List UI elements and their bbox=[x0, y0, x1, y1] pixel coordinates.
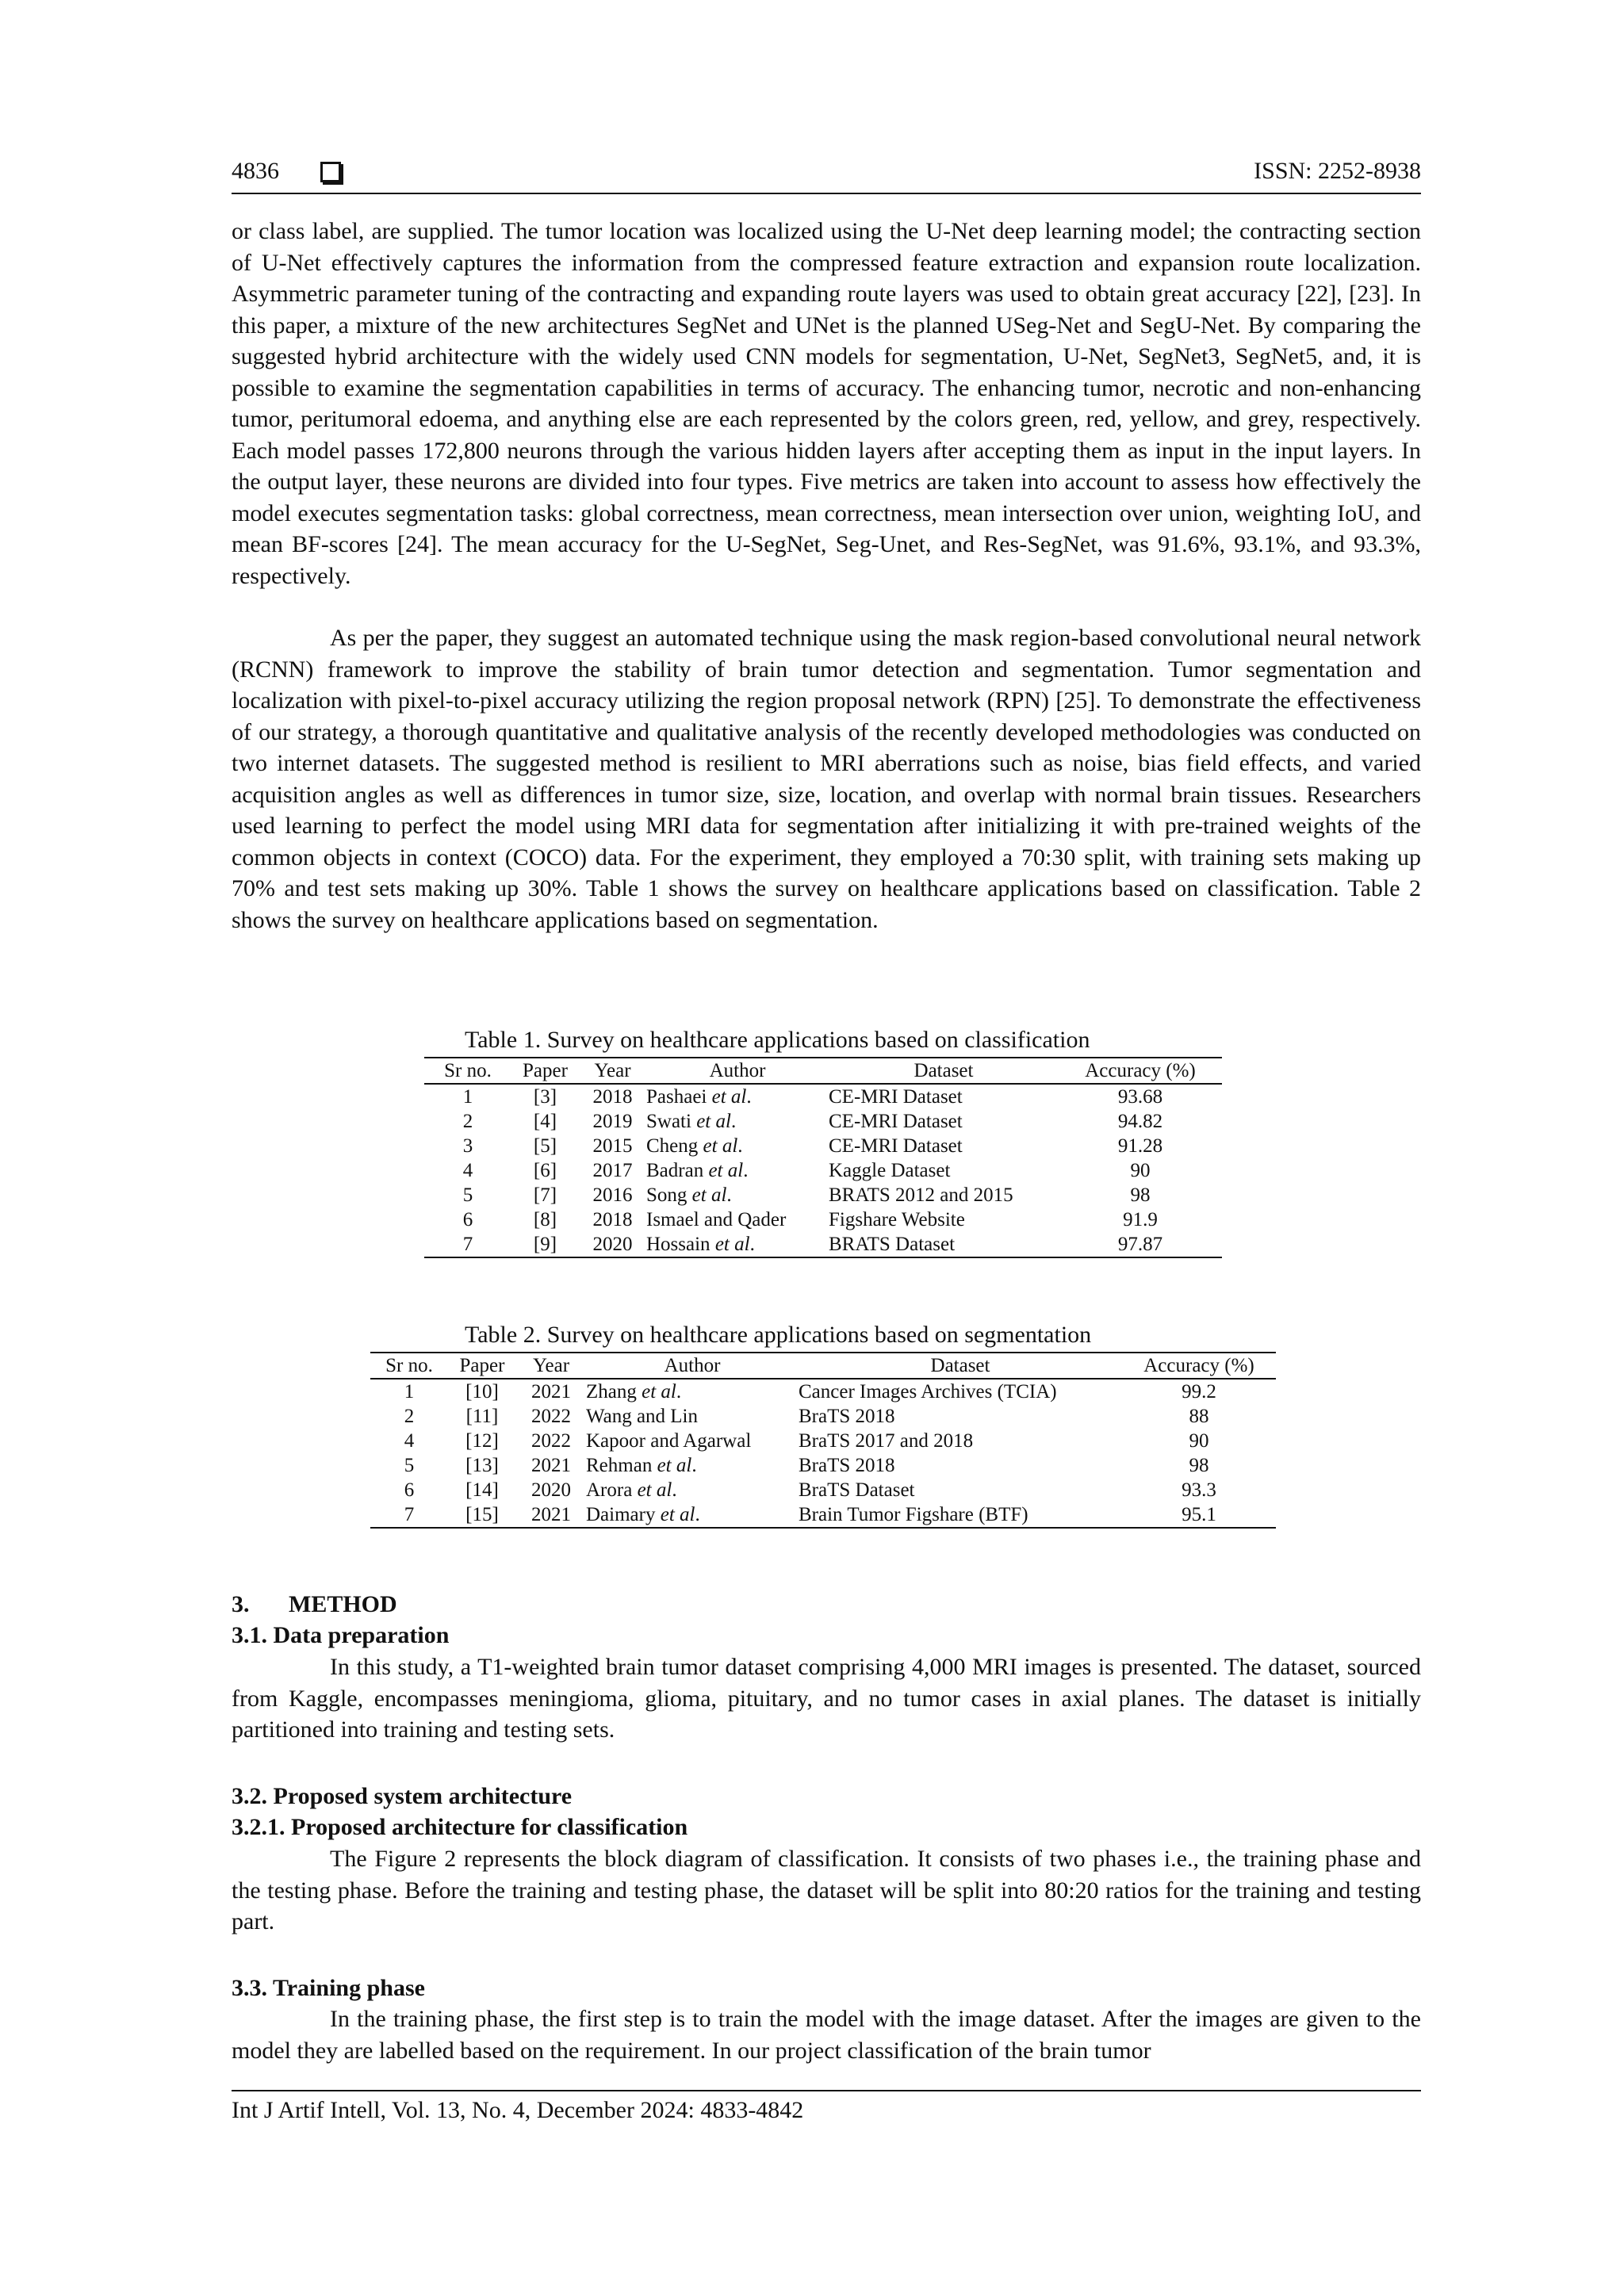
cell-paper: [4] bbox=[533, 1110, 557, 1132]
table-row bbox=[424, 1232, 1222, 1257]
cell-paper: [7] bbox=[533, 1184, 557, 1206]
cell-sr: 7 bbox=[424, 1232, 511, 1257]
paragraph-5: In the training phase, the first step is to train the model with the image dataset. After the images are given to the model they are labelled based on the requirement. In our project classification of the brain tumor bbox=[232, 2006, 1421, 2064]
cell-author bbox=[646, 1084, 829, 1109]
author-end: . bbox=[730, 1110, 737, 1132]
section-heading-method bbox=[232, 1589, 397, 1620]
paragraph-4: The Figure 2 represents the block diagram of classification. It consists of two phases i.e., the training phase and the testing phase. Before the training and testing phase, the dataset will be split into 80:20 ratios for the training and testing part. bbox=[232, 1846, 1421, 1934]
cell-author bbox=[586, 1478, 799, 1502]
author-name: Pashaei bbox=[646, 1085, 707, 1108]
cell-author bbox=[586, 1502, 799, 1528]
author-name: Rehman bbox=[586, 1454, 653, 1476]
cell-year: 2017 bbox=[592, 1159, 633, 1181]
col-header-sr: Sr no. bbox=[370, 1353, 448, 1379]
table-row bbox=[370, 1379, 1276, 1404]
table-2 bbox=[370, 1352, 1276, 1529]
subsection-heading-system-architecture: 3.2. Proposed system architecture bbox=[232, 1783, 573, 1809]
author-end: . bbox=[691, 1454, 697, 1476]
col-header-paper: Paper bbox=[511, 1058, 579, 1084]
table-row bbox=[424, 1084, 1222, 1109]
cell-paper: [10] bbox=[465, 1380, 499, 1402]
et-al: et al bbox=[660, 1503, 695, 1525]
et-al: et al bbox=[714, 1233, 750, 1255]
table-row bbox=[370, 1478, 1276, 1502]
cell-paper: [3] bbox=[533, 1085, 557, 1108]
cell-author bbox=[586, 1453, 799, 1478]
cell-accuracy: 98 bbox=[1130, 1184, 1151, 1206]
table-row bbox=[424, 1158, 1222, 1183]
col-header-author: Author bbox=[586, 1353, 799, 1379]
author-end: . bbox=[737, 1135, 743, 1157]
cell-year: 2018 bbox=[592, 1208, 633, 1230]
cell-sr: 4 bbox=[404, 1429, 415, 1452]
col-header-accuracy: Accuracy (%) bbox=[1059, 1058, 1222, 1084]
cell-paper: [12] bbox=[465, 1429, 499, 1452]
author-name: Wang and Lin bbox=[586, 1405, 699, 1427]
header-rule bbox=[232, 193, 1421, 194]
cell-accuracy: 90 bbox=[1189, 1429, 1209, 1452]
et-al: et al bbox=[691, 1184, 727, 1206]
author-name: Badran bbox=[646, 1159, 704, 1181]
col-header-dataset: Dataset bbox=[799, 1353, 1122, 1379]
cell-sr: 4 bbox=[462, 1159, 473, 1181]
et-al: et al bbox=[642, 1380, 676, 1402]
square-bullet-icon bbox=[320, 162, 341, 182]
page-number: 4836 bbox=[232, 158, 279, 184]
table-row bbox=[424, 1109, 1222, 1134]
cell-paper: [13] bbox=[465, 1454, 499, 1476]
cell-sr: 6 bbox=[404, 1479, 415, 1501]
col-header-dataset: Dataset bbox=[829, 1058, 1059, 1084]
table-header-row bbox=[424, 1058, 1222, 1084]
cell-dataset: Figshare Website bbox=[829, 1208, 965, 1230]
cell-author bbox=[586, 1429, 799, 1453]
col-header-accuracy: Accuracy (%) bbox=[1122, 1353, 1276, 1379]
col-header-year: Year bbox=[579, 1058, 646, 1084]
cell-dataset: Kaggle Dataset bbox=[829, 1159, 951, 1181]
cell-author bbox=[646, 1207, 829, 1232]
table-row bbox=[424, 1183, 1222, 1207]
author-end: . bbox=[743, 1159, 749, 1181]
col-header-sr: Sr no. bbox=[424, 1058, 511, 1084]
cell-year: 2022 bbox=[531, 1405, 571, 1427]
author-end: . bbox=[749, 1233, 755, 1255]
cell-sr: 2 bbox=[404, 1405, 415, 1427]
section-title: METHOD bbox=[289, 1591, 397, 1617]
issn: ISSN: 2252-8938 bbox=[1254, 158, 1421, 184]
paragraph-3: In this study, a T1-weighted brain tumor dataset comprising 4,000 MRI images is presented. The dataset, sourced from Kaggle, encompasses meningioma, glioma, pituitary, and no tumor cases in axial planes. The dataset is initially partitioned into training and testing sets. bbox=[232, 1654, 1421, 1743]
cell-year: 2016 bbox=[592, 1184, 633, 1206]
cell-year: 2020 bbox=[531, 1479, 571, 1501]
cell-paper: [11] bbox=[465, 1405, 499, 1427]
table-row bbox=[424, 1207, 1222, 1232]
cell-accuracy: 95.1 bbox=[1122, 1502, 1276, 1528]
cell-accuracy: 90 bbox=[1130, 1159, 1151, 1181]
section-number: 3. bbox=[232, 1591, 250, 1617]
cell-accuracy: 97.87 bbox=[1059, 1232, 1222, 1257]
cell-sr: 2 bbox=[462, 1110, 473, 1132]
cell-accuracy: 93.68 bbox=[1117, 1085, 1163, 1108]
table-row bbox=[370, 1502, 1276, 1528]
cell-accuracy: 93.3 bbox=[1182, 1479, 1216, 1501]
table-header-row bbox=[370, 1353, 1276, 1379]
author-end: . bbox=[726, 1184, 732, 1206]
cell-accuracy: 99.2 bbox=[1182, 1380, 1216, 1402]
cell-year: 2018 bbox=[592, 1085, 633, 1108]
author-name: Zhang bbox=[586, 1380, 637, 1402]
cell-author bbox=[646, 1183, 829, 1207]
table-row bbox=[424, 1134, 1222, 1158]
cell-dataset: Cancer Images Archives (TCIA) bbox=[799, 1380, 1057, 1402]
subsection-heading-data-preparation: 3.1. Data preparation bbox=[232, 1622, 450, 1648]
cell-year: 2022 bbox=[531, 1429, 571, 1452]
cell-author bbox=[646, 1109, 829, 1134]
cell-dataset: Brain Tumor Figshare (BTF) bbox=[799, 1502, 1122, 1528]
paragraph-2: As per the paper, they suggest an automated technique using the mask region-based convolutional neural network (RCNN) framework to improve the stability of brain tumor detection and segmentation. Tumor segmentation and localization with pixel-to-pixel accuracy utilizing the region proposal network (RPN) [25]. To demonstrate the effectiveness of our strategy, a thorough quantitative and qualitative analysis of the recently developed methodologies was conducted on two internet datasets. The suggested method is resilient to MRI aberrations such as noise, bias field effects, and varied acquisition angles as well as differences in tumor size, size, location, and overlap with normal brain tissues. Researchers used learning to perfect the model using MRI data for segmentation after initializing it with pre-trained weights of the common objects in context (COCO) data. For the experiment, they employed a 70:30 split, with training sets making up 70% and test sets making up 30%. Table 1 shows the survey on healthcare applications based on classification. Table 2 shows the survey on healthcare applications based on segmentation. bbox=[232, 625, 1421, 933]
table-1-caption: Table 1. Survey on healthcare applications based on classification bbox=[465, 1027, 1090, 1053]
cell-year: 2015 bbox=[592, 1135, 633, 1157]
et-al: et al bbox=[703, 1135, 738, 1157]
cell-sr: 1 bbox=[404, 1380, 415, 1402]
table-row bbox=[370, 1429, 1276, 1453]
page-header bbox=[232, 155, 1421, 195]
cell-sr: 5 bbox=[462, 1184, 473, 1206]
col-header-author: Author bbox=[646, 1058, 829, 1084]
cell-author bbox=[646, 1158, 829, 1183]
cell-paper: [6] bbox=[533, 1159, 557, 1181]
subsection-heading-classification-architecture: 3.2.1. Proposed architecture for classification bbox=[232, 1814, 688, 1840]
cell-accuracy: 88 bbox=[1189, 1405, 1209, 1427]
col-header-paper: Paper bbox=[448, 1353, 516, 1379]
cell-dataset: CE-MRI Dataset bbox=[829, 1110, 963, 1132]
cell-dataset: CE-MRI Dataset bbox=[829, 1135, 963, 1157]
cell-sr: 7 bbox=[370, 1502, 448, 1528]
cell-year: 2021 bbox=[531, 1380, 571, 1402]
cell-paper: [9] bbox=[511, 1232, 579, 1257]
et-al: et al bbox=[711, 1085, 747, 1108]
table-1 bbox=[424, 1057, 1222, 1258]
cell-dataset: BRATS Dataset bbox=[829, 1232, 1059, 1257]
footer-rule bbox=[232, 2090, 1421, 2091]
author-name: Song bbox=[646, 1184, 688, 1206]
et-al: et al bbox=[637, 1479, 672, 1501]
cell-accuracy: 94.82 bbox=[1117, 1110, 1163, 1132]
author-end: . bbox=[695, 1503, 700, 1525]
cell-paper: [5] bbox=[533, 1135, 557, 1157]
table-row bbox=[370, 1453, 1276, 1478]
cell-paper: [14] bbox=[465, 1479, 499, 1501]
col-header-year: Year bbox=[516, 1353, 586, 1379]
author-end: . bbox=[676, 1380, 682, 1402]
cell-sr: 3 bbox=[462, 1135, 473, 1157]
cell-dataset: BraTS 2018 bbox=[799, 1405, 895, 1427]
author-name: Swati bbox=[646, 1110, 691, 1132]
author-name: Ismael and Qader bbox=[646, 1208, 787, 1230]
table-2-caption: Table 2. Survey on healthcare applications based on segmentation bbox=[465, 1322, 1092, 1348]
table-row bbox=[370, 1404, 1276, 1429]
author-end: . bbox=[672, 1479, 677, 1501]
cell-accuracy: 91.9 bbox=[1123, 1208, 1158, 1230]
cell-sr: 5 bbox=[404, 1454, 415, 1476]
cell-paper: [15] bbox=[448, 1502, 516, 1528]
cell-author bbox=[646, 1134, 829, 1158]
et-al: et al bbox=[657, 1454, 692, 1476]
et-al: et al bbox=[696, 1110, 731, 1132]
cell-year: 2021 bbox=[516, 1502, 586, 1528]
cell-sr: 6 bbox=[462, 1208, 473, 1230]
cell-year: 2021 bbox=[531, 1454, 571, 1476]
cell-dataset: BRATS 2012 and 2015 bbox=[829, 1184, 1013, 1206]
cell-year: 2019 bbox=[592, 1110, 633, 1132]
author-name: Daimary bbox=[586, 1503, 656, 1525]
cell-author bbox=[586, 1404, 799, 1429]
paragraph-1: or class label, are supplied. The tumor location was localized using the U-Net deep learning model; the contracting section of U-Net effectively captures the information from the compressed feature extraction and expansion route localization. Asymmetric parameter tuning of the contracting and expanding route layers was used to obtain great accuracy [22], [23]. In this paper, a mixture of the new architectures SegNet and UNet is the planned USeg-Net and SegU-Net. By comparing the suggested hybrid architecture with the widely used CNN models for segmentation, U-Net, SegNet3, SegNet5, and, it is possible to examine the segmentation capabilities in terms of accuracy. The enhancing tumor, necrotic and non-enhancing tumor, peritumoral edoema, and anything else are each represented by the colors green, red, yellow, and grey, respectively. Each model passes 172,800 neurons through the various hidden layers after accepting them as input in the input layers. In the output layer, these neurons are divided into four types. Five metrics are taken into account to assess how effectively the model executes segmentation tasks: global correctness, mean correctness, mean intersection over union, weighting IoU, and mean BF-scores [24]. The mean accuracy for the U-SegNet, Seg-Unet, and Res-SegNet, was 91.6%, 93.1%, and 93.3%, respectively. bbox=[232, 218, 1421, 589]
cell-author bbox=[586, 1379, 799, 1404]
subsection-heading-training-phase: 3.3. Training phase bbox=[232, 1975, 425, 2001]
author-name: Hossain bbox=[646, 1233, 710, 1255]
author-name: Kapoor and Agarwal bbox=[586, 1429, 752, 1452]
cell-sr: 1 bbox=[462, 1085, 473, 1108]
author-end: . bbox=[746, 1085, 752, 1108]
et-al: et al bbox=[708, 1159, 744, 1181]
author-name: Arora bbox=[586, 1479, 633, 1501]
cell-dataset: BraTS 2018 bbox=[799, 1454, 895, 1476]
cell-dataset: BraTS 2017 and 2018 bbox=[799, 1429, 974, 1452]
footer-citation: Int J Artif Intell, Vol. 13, No. 4, December 2024: 4833-4842 bbox=[232, 2097, 804, 2123]
author-name: Cheng bbox=[646, 1135, 699, 1157]
cell-paper: [8] bbox=[533, 1208, 557, 1230]
cell-dataset: BraTS Dataset bbox=[799, 1479, 915, 1501]
cell-accuracy: 91.28 bbox=[1117, 1135, 1163, 1157]
cell-year: 2020 bbox=[579, 1232, 646, 1257]
cell-accuracy: 98 bbox=[1189, 1454, 1209, 1476]
cell-dataset: CE-MRI Dataset bbox=[829, 1085, 963, 1108]
cell-author bbox=[646, 1232, 829, 1257]
